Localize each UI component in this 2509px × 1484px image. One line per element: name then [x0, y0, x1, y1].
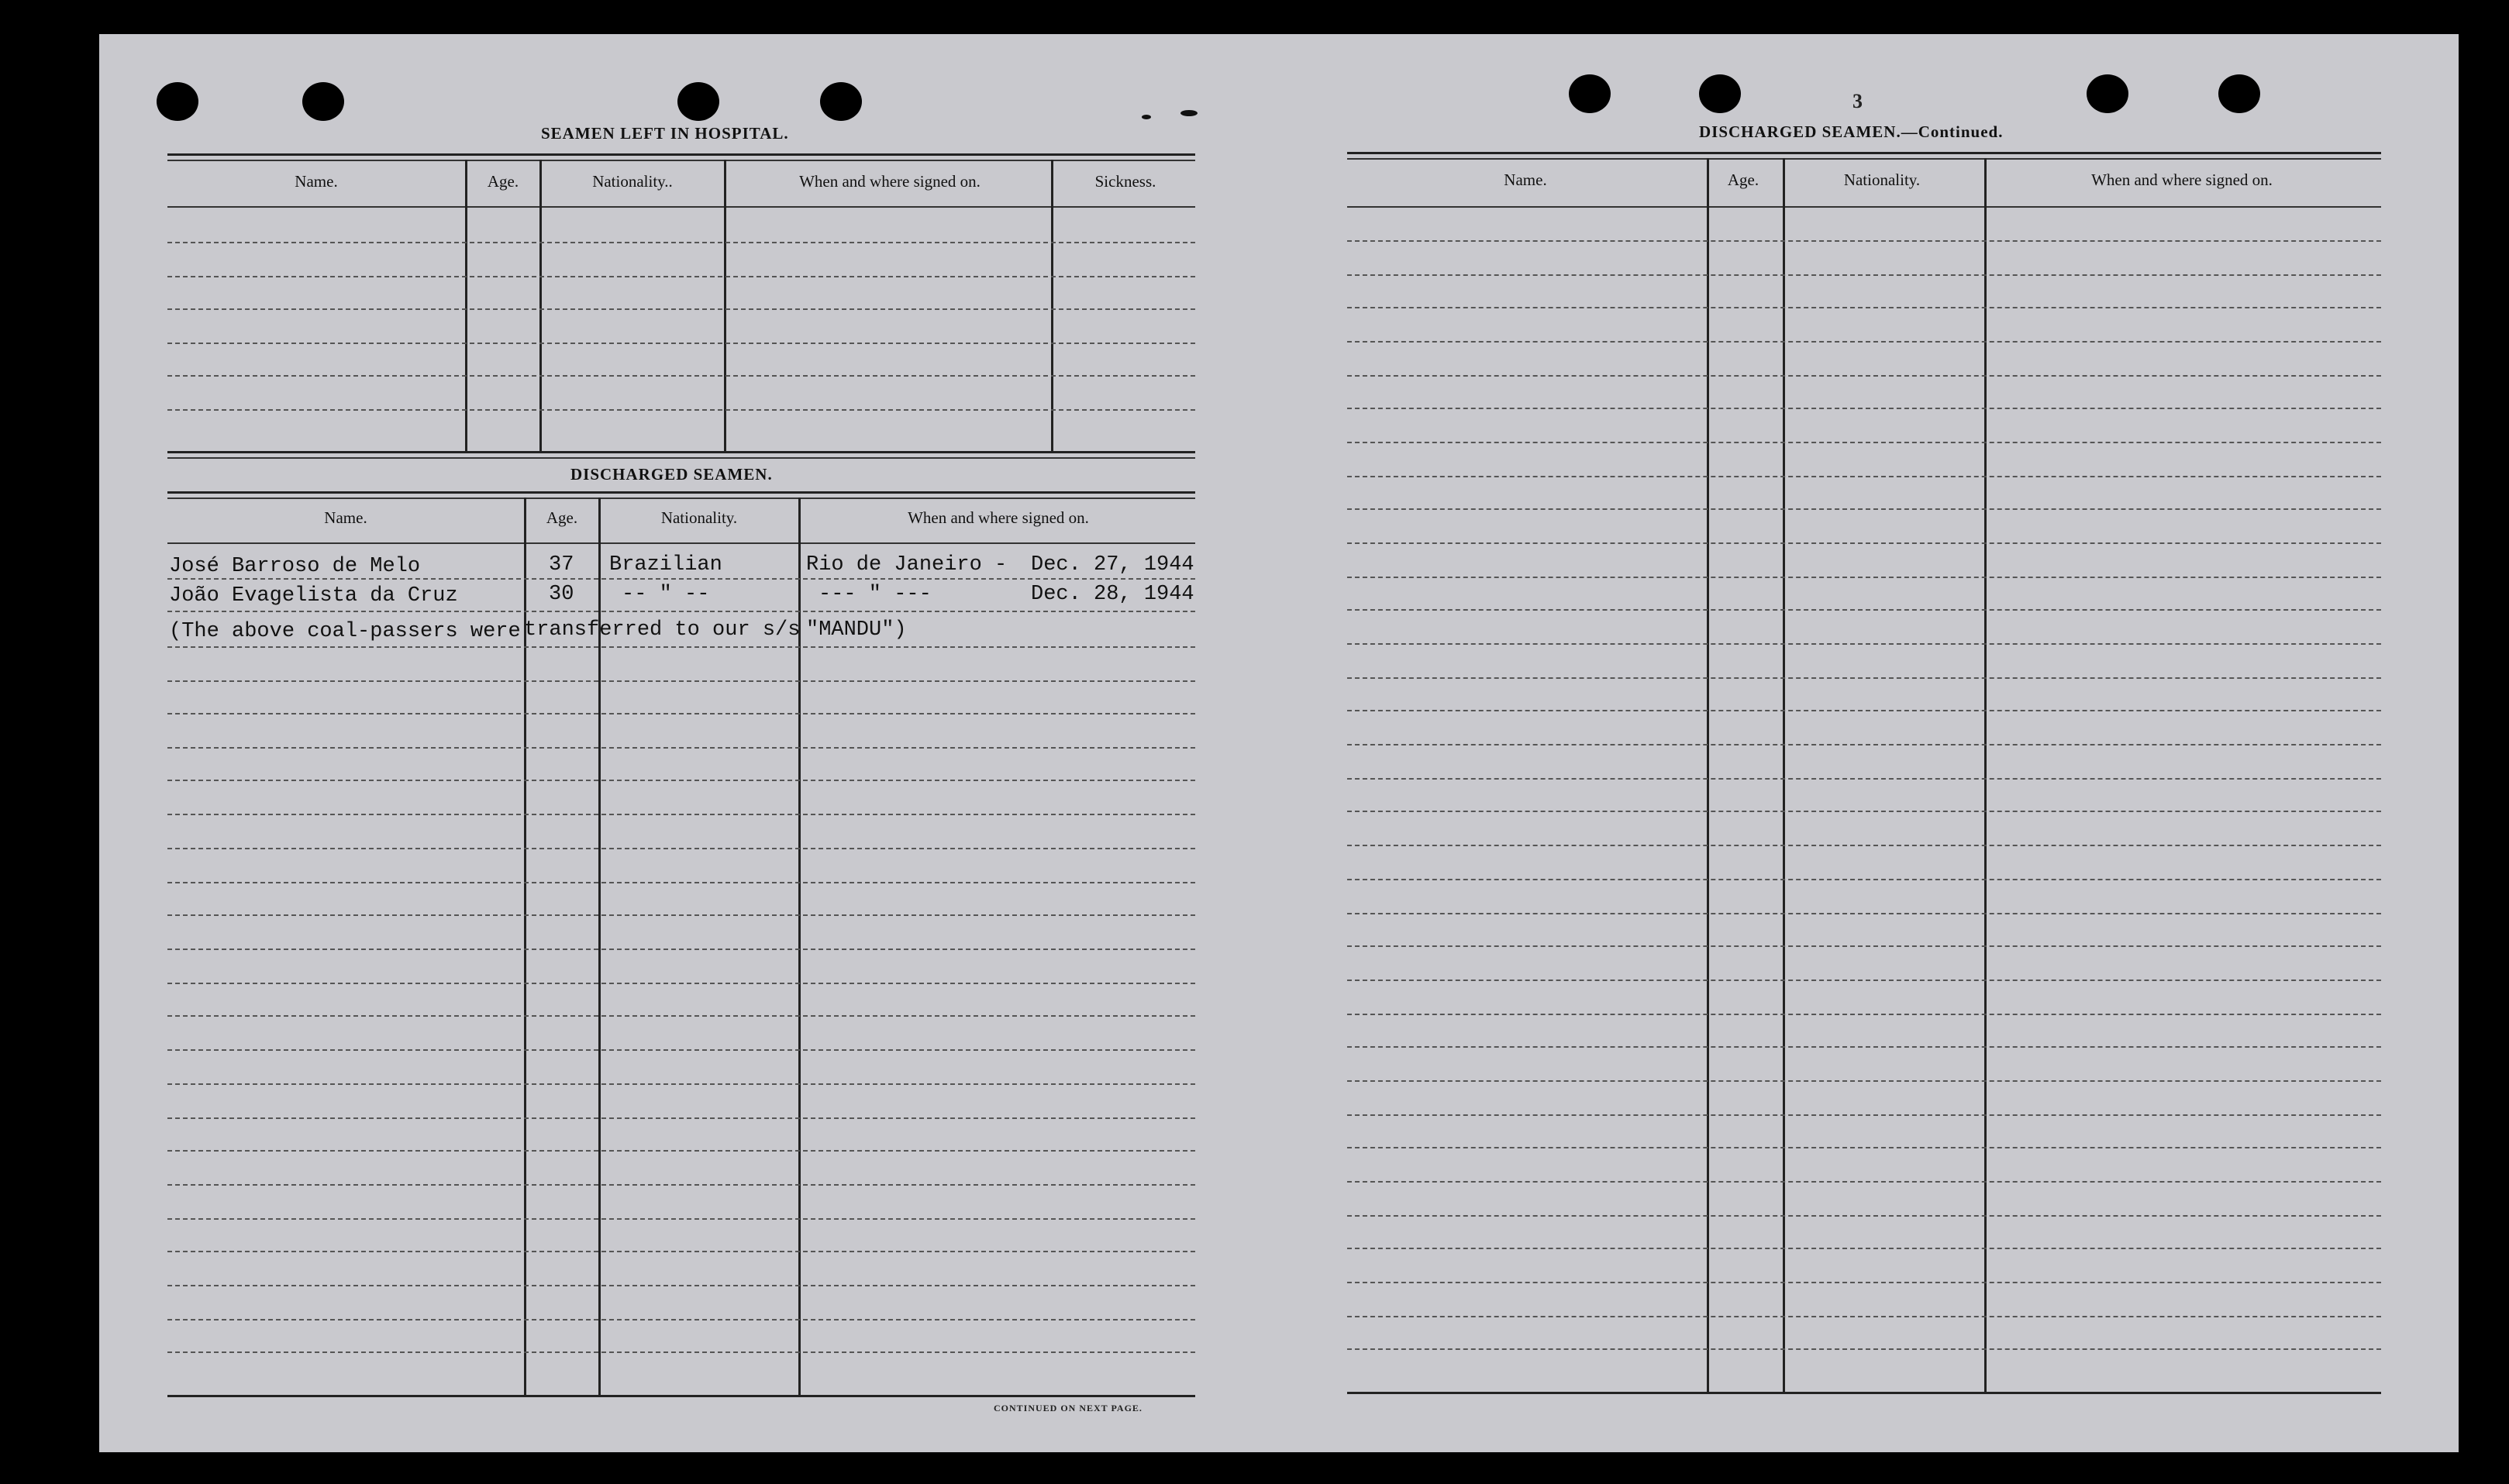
row-line [1347, 778, 2381, 780]
row-line [167, 308, 1195, 310]
row-line [1347, 811, 2381, 812]
row-line [1347, 1248, 2381, 1249]
table-rule [167, 206, 1195, 208]
table-rule [167, 1395, 1195, 1397]
hospital-col-name: Name. [295, 172, 338, 191]
table-rule [167, 542, 1195, 544]
row-line [1347, 609, 2381, 611]
row-line [167, 276, 1195, 277]
row-line [167, 1285, 1195, 1286]
row-line [1347, 744, 2381, 745]
seaman-nationality: Brazilian [609, 553, 722, 577]
signed-on-place: Rio de Janeiro - [806, 553, 1008, 577]
row-line [167, 611, 1195, 612]
hospital-col-age: Age. [487, 172, 519, 191]
row-line [167, 1083, 1195, 1085]
signed-on-date: Dec. 28, 1944 [1031, 583, 1194, 606]
column-divider [1707, 158, 1709, 1392]
row-line [167, 983, 1195, 984]
continued-footer: CONTINUED ON NEXT PAGE. [994, 1403, 1142, 1413]
row-line [167, 949, 1195, 950]
right-page [1280, 34, 2459, 1452]
row-line [1347, 913, 2381, 914]
row-line [167, 780, 1195, 781]
table-rule [1347, 206, 2381, 208]
row-line [167, 1117, 1195, 1119]
discharged-continued-title: DISCHARGED SEAMEN.—Continued. [1699, 122, 2004, 141]
continued-col-name: Name. [1504, 170, 1547, 189]
ink-mark [1180, 110, 1198, 116]
punch-hole [1699, 74, 1741, 113]
punch-hole [157, 82, 198, 121]
discharged-section-title: DISCHARGED SEAMEN. [570, 465, 773, 484]
row-line [1347, 1282, 2381, 1283]
row-line [167, 914, 1195, 916]
row-line [167, 1319, 1195, 1320]
discharged-col-name: Name. [324, 508, 367, 527]
row-line [1347, 1114, 2381, 1116]
row-line [1347, 945, 2381, 947]
row-line [167, 1150, 1195, 1152]
seaman-nationality: -- " -- [622, 583, 710, 606]
discharged-col-age: Age. [546, 508, 578, 527]
row-line [1347, 845, 2381, 846]
hospital-col-nationality: Nationality.. [592, 172, 673, 191]
row-line [167, 848, 1195, 849]
continued-col-signed-on: When and where signed on. [2091, 170, 2273, 189]
seaman-age: 30 [549, 583, 574, 606]
row-line [167, 1351, 1195, 1353]
row-line [1347, 677, 2381, 679]
row-line [167, 409, 1195, 411]
table-rule [167, 498, 1195, 499]
row-line [167, 375, 1195, 377]
transfer-note: "MANDU") [806, 618, 907, 642]
table-rule [1347, 158, 2381, 160]
signed-on-date: Dec. 27, 1944 [1031, 553, 1194, 577]
table-rule [1347, 152, 2381, 154]
left-page [99, 34, 1280, 1452]
punch-hole [820, 82, 862, 121]
row-line [167, 1015, 1195, 1017]
row-line [1347, 1147, 2381, 1148]
row-line [167, 242, 1195, 243]
row-line [1347, 341, 2381, 343]
continued-col-age: Age. [1727, 170, 1759, 189]
row-line [1347, 508, 2381, 510]
row-line [1347, 577, 2381, 578]
ink-mark [1142, 115, 1151, 119]
column-divider [1783, 158, 1785, 1392]
signed-on-place: --- " --- [819, 583, 932, 606]
punch-hole [1569, 74, 1611, 113]
transfer-note: (The above coal-passers were [169, 620, 521, 643]
row-line [1347, 240, 2381, 242]
row-line [167, 713, 1195, 714]
row-line [167, 882, 1195, 883]
row-line [167, 1184, 1195, 1186]
punch-hole [677, 82, 719, 121]
column-divider [1984, 158, 1987, 1392]
row-line [1347, 1080, 2381, 1082]
row-line [1347, 1014, 2381, 1015]
hospital-col-signed-on: When and where signed on. [799, 172, 981, 191]
row-line [1347, 879, 2381, 880]
row-line [1347, 274, 2381, 276]
row-line [1347, 542, 2381, 544]
hospital-col-sickness: Sickness. [1094, 172, 1156, 191]
table-rule [1347, 1392, 2381, 1394]
row-line [1347, 1215, 2381, 1217]
row-line [1347, 408, 2381, 409]
punch-hole [2218, 74, 2260, 113]
row-line [1347, 710, 2381, 711]
table-rule [167, 457, 1195, 459]
row-line [167, 1218, 1195, 1220]
row-line [1347, 643, 2381, 645]
seaman-name: João Evagelista da Cruz [169, 584, 458, 608]
page-number: 3 [1852, 90, 1863, 112]
discharged-col-signed-on: When and where signed on. [908, 508, 1089, 527]
row-line [167, 646, 1195, 648]
seaman-age: 37 [549, 553, 574, 577]
table-rule [167, 451, 1195, 453]
continued-col-nationality: Nationality. [1843, 170, 1921, 189]
table-rule [167, 153, 1195, 156]
row-line [167, 578, 1195, 580]
row-line [167, 747, 1195, 749]
row-line [1347, 1046, 2381, 1048]
transfer-note: transferred to our s/s [524, 618, 801, 642]
row-line [167, 1251, 1195, 1252]
row-line [167, 1049, 1195, 1051]
row-line [1347, 980, 2381, 981]
row-line [1347, 476, 2381, 477]
row-line [1347, 375, 2381, 377]
row-line [1347, 442, 2381, 443]
hospital-section-title: SEAMEN LEFT IN HOSPITAL. [541, 124, 789, 143]
row-line [1347, 1316, 2381, 1317]
punch-hole [302, 82, 344, 121]
seaman-name: José Barroso de Melo [169, 555, 421, 578]
row-line [167, 343, 1195, 344]
table-rule [167, 491, 1195, 494]
punch-hole [2087, 74, 2128, 113]
row-line [167, 814, 1195, 815]
discharged-col-nationality: Nationality. [660, 508, 738, 527]
row-line [1347, 1348, 2381, 1350]
row-line [167, 680, 1195, 682]
table-rule [167, 160, 1195, 161]
row-line [1347, 307, 2381, 308]
row-line [1347, 1181, 2381, 1183]
